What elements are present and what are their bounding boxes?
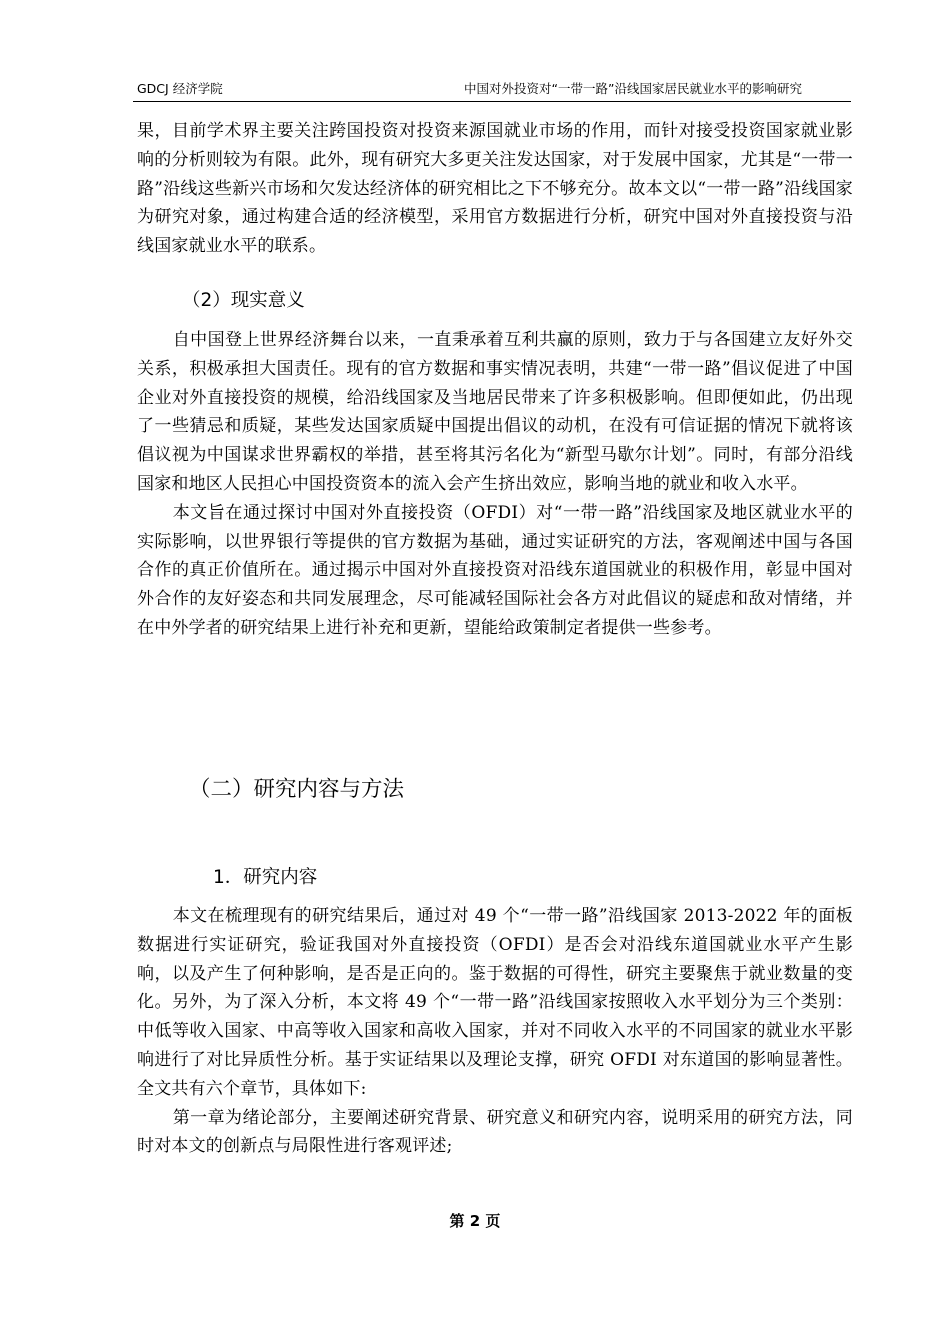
page-number: 第 2 页 <box>449 1212 501 1230</box>
paragraph: 本文旨在通过探讨中国对外直接投资（OFDI）对“一带一路”沿线国家及地区就业水平的实际影响，以世界银行等提供的官方数据为基础，通过实证研究的方法，客观阐述中国与各国合作的真正价值所在。通过揭示中国对外直接投资对沿线东道国就业的积极作用，彰显中国对外合作的友好姿态和共同发展理念，尽可能减轻国际社会各方对此倡议的疑虑和敌对情绪，并在中外学者的研究结果上进行补充和更新，望能给政策制定者提供一些参考。 <box>137 502 853 638</box>
subsection-title-research-content: 1．研究内容 <box>213 867 318 888</box>
subsection-title-practical-significance: （2）现实意义 <box>182 290 305 311</box>
header-divider <box>133 101 851 102</box>
paragraph: 自中国登上世界经济舞台以来，一直秉承着互利共赢的原则，致力于与各国建立友好外交关系，积极承担大国责任。现有的官方数据和事实情况表明，共建“一带一路”倡议促进了中国企业对外直接投资的规模，给沿线国家及当地居民带来了许多积极影响。但即便如此，仍出现了一些猜忌和质疑，某些发达国家质疑中国提出倡议的动机，在没有可信证据的情况下就将该倡议视为中国谋求世界霸权的举措，甚至将其污名化为“新型马歇尔计划”。同时，有部分沿线国家和地区人民担心中国投资资本的流入会产生挤出效应，影响当地的就业和收入水平。 <box>137 330 853 494</box>
paragraph-continued: 果，目前学术界主要关注跨国投资对投资来源国就业市场的作用，而针对接受投资国家就业影响的分析则较为有限。此外，现有研究大多更关注发达国家，对于发展中国家，尤其是“一带一路”沿线这些新兴市场和欠发达经济体的研究相比之下不够充分。故本文以“一带一路”沿线国家为研究对象，通过构建合适的经济模型，采用官方数据进行分析，研究中国对外直接投资与沿线国家就业水平的联系。 <box>137 121 853 257</box>
header-paper-title: 中国对外投资对“一带一路”沿线国家居民就业水平的影响研究 <box>464 81 802 96</box>
practical-significance-body <box>137 326 853 643</box>
paragraph: 本文在梳理现有的研究结果后，通过对 49 个“一带一路”沿线国家 2013-2022 年的面板数据进行实证研究，验证我国对外直接投资（OFDI）是否会对沿线东道国就业水平产生影响，以及产生了何种影响，是否是正向的。鉴于数据的可得性，研究主要聚焦于就业数量的变化。另外，为了深入分析，本文将 49 个“一带一路”沿线国家按照收入水平划分为三个类别：中低等收入国家、中高等收入国家和高收入国家，并对不同收入水平的不同国家的就业水平影响进行了对比异质性分析。基于实证结果以及理论支撑，研究 OFDI 对东道国的影响显著性。全文共有六个章节，具体如下: <box>137 906 853 1099</box>
section-title-content-and-method: （二）研究内容与方法 <box>189 777 405 802</box>
research-content-body <box>137 902 853 1161</box>
paragraph: 第一章为绪论部分，主要阐述研究背景、研究意义和研究内容，说明采用的研究方法，同时对本文的创新点与局限性进行客观评述; <box>137 1107 853 1157</box>
paragraph-block-continued <box>137 117 853 261</box>
header-school: GDCJ 经济学院 <box>137 81 223 96</box>
